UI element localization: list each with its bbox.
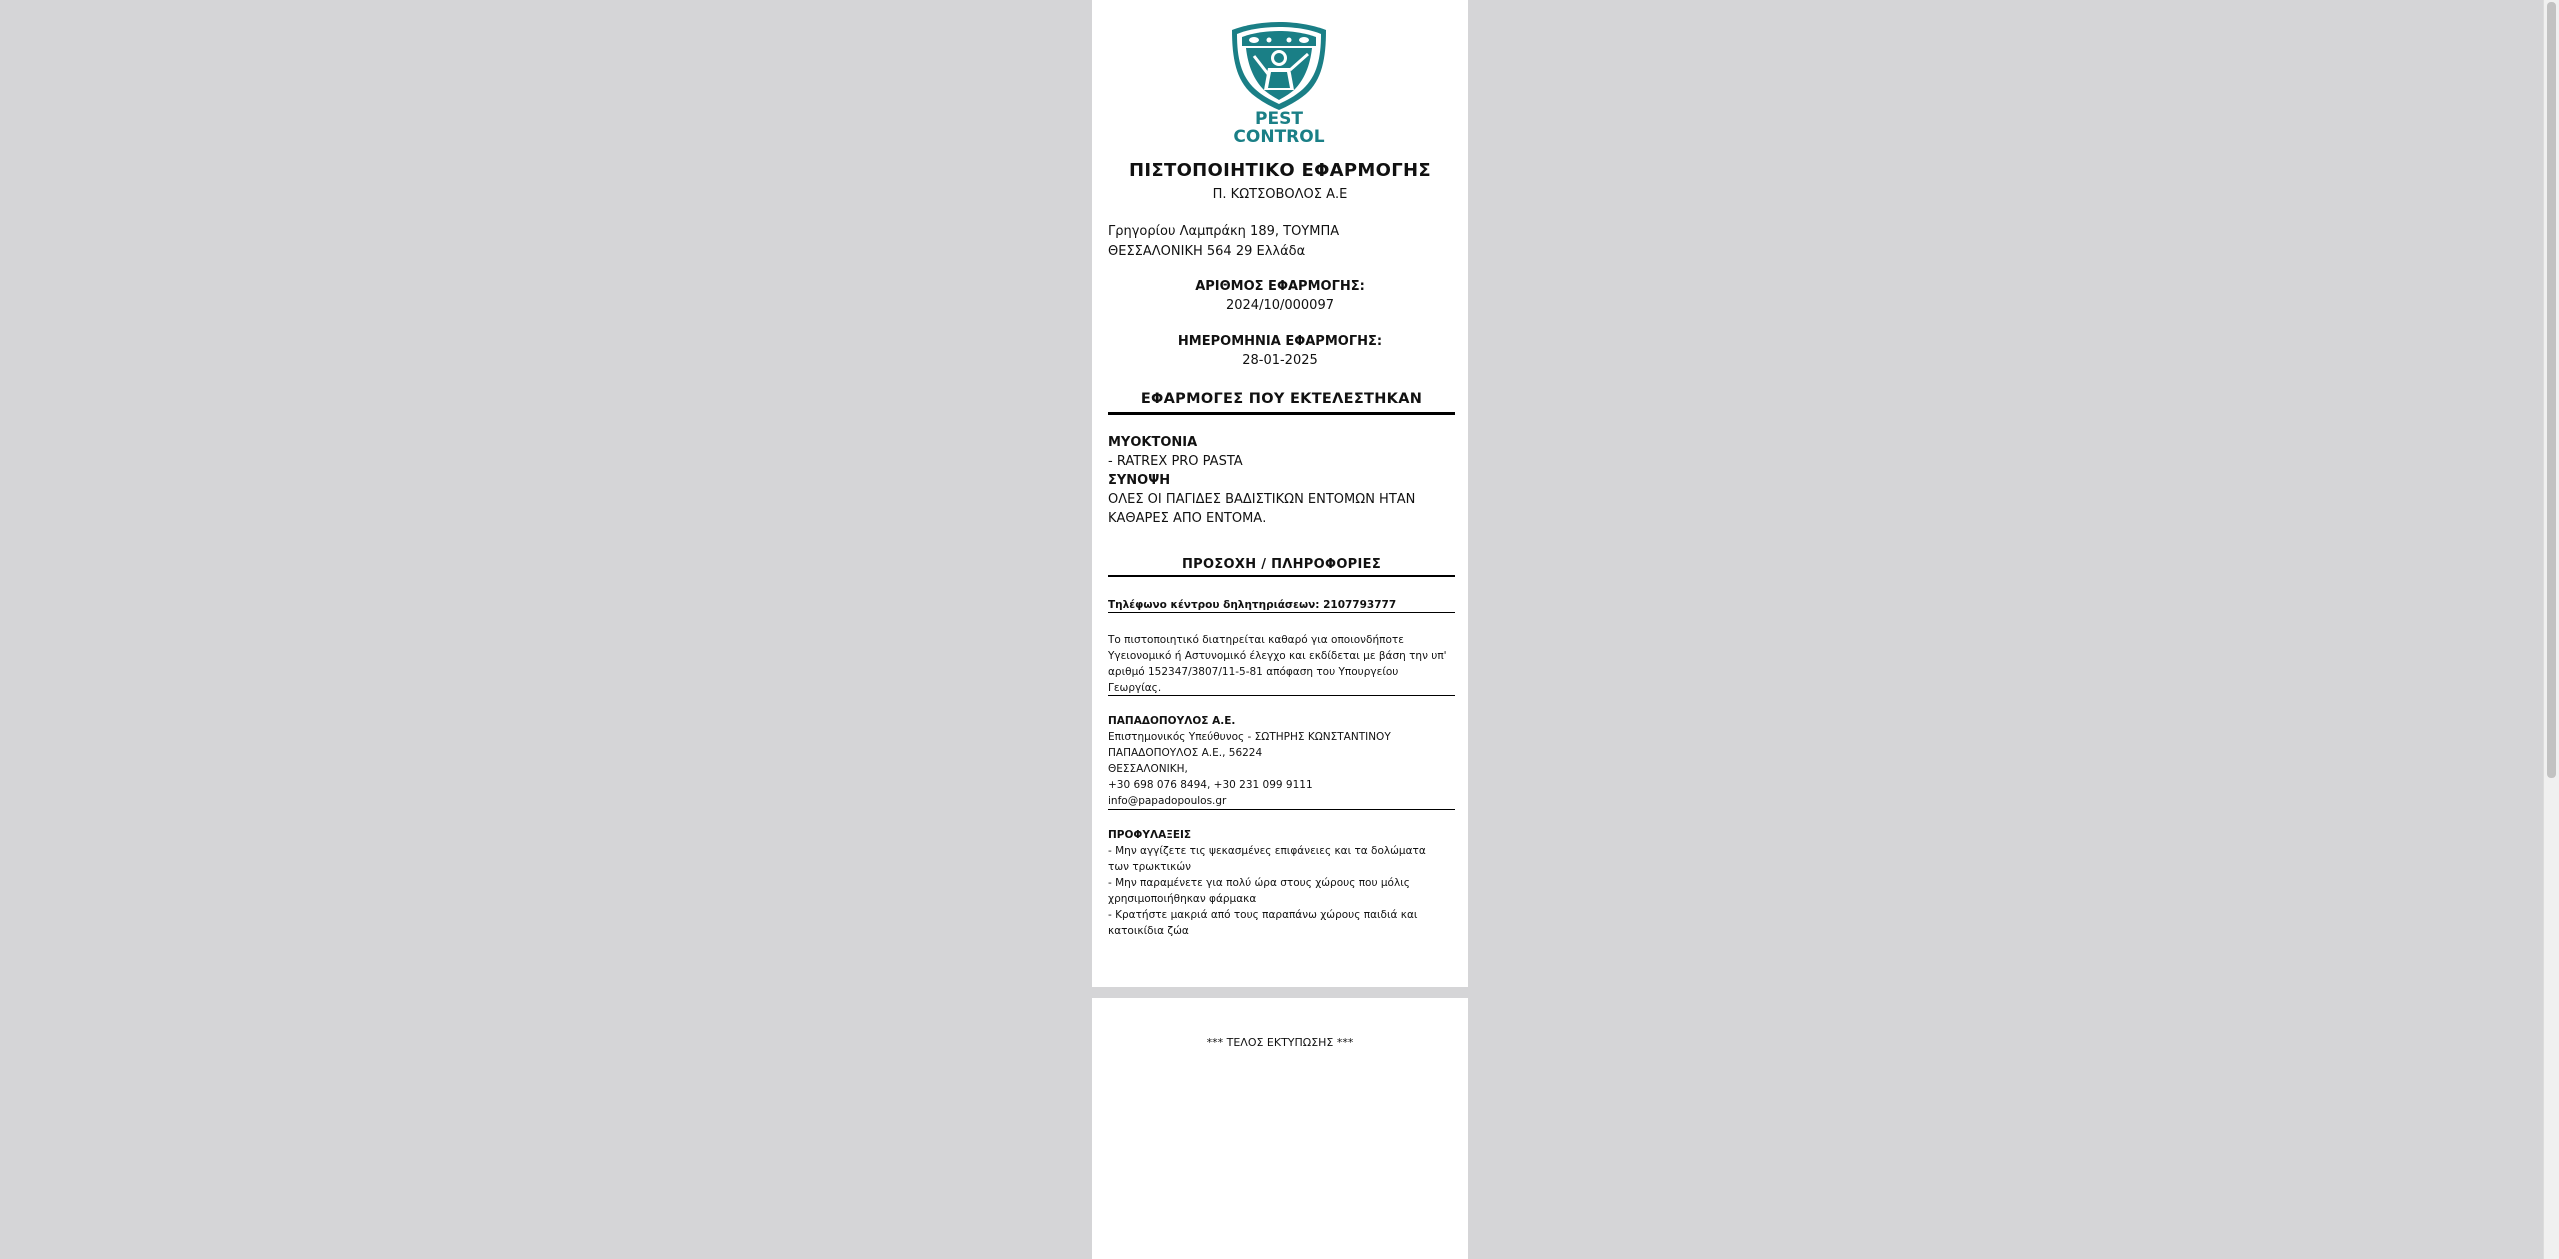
logo-text-control: CONTROL [1233,127,1325,144]
precaution-line-1: - Μην αγγίζετε τις ψεκασμένες επιφάνειες και τα δολώματα [1108,845,1426,857]
responsible-line-1: Επιστημονικός Υπεύθυνος - ΣΩΤΗΡΗΣ ΚΩΝΣΤΑΝΤΙΝΟΥ [1108,731,1391,743]
address-line-2: ΘΕΣΣΑΛΟΝΙΚΗ 564 29 Ελλάδα [1108,244,1306,259]
responsible-line-2: ΠΑΠΑΔΟΠΟΥΛΟΣ Α.Ε., 56224 [1108,747,1263,759]
responsible-line-3: ΘΕΣΣΑΛΟΝΙΚΗ, [1108,763,1188,775]
application-date-label: ΗΜΕΡΟΜΗΝΙΑ ΕΦΑΡΜΟΓΗΣ: [1177,334,1383,349]
precaution-line-2: των τρωκτικών [1108,861,1192,873]
document-title: ΠΙΣΤΟΠΟΙΗΤΙΚΟ ΕΦΑΡΜΟΓΗΣ [1129,160,1431,181]
notice-heading: ΠΡΟΣΟΧΗ / ΠΛΗΡΟΦΟΡΙΕΣ [1181,557,1382,572]
summary-label: ΣΥΝΟΨΗ [1108,473,1171,488]
notice-divider [1108,575,1455,577]
certificate-text-line-4: Γεωργίας. [1108,682,1162,694]
certificate-text-line-2: Υγειονομικό ή Αστυνομικό έλεγχο και εκδίδεται με βάση την υπ' [1108,650,1447,662]
receipt-page-2 [1092,998,1468,1259]
vertical-scrollbar[interactable] [2543,0,2559,1259]
certificate-divider [1108,695,1455,696]
poison-center-phone: Τηλέφωνο κέντρου δηλητηριάσεων: 2107793777 [1108,599,1397,611]
application-date-value: 28-01-2025 [1242,353,1318,368]
precaution-line-3: - Μην παραμένετε για πολύ ώρα στους χώρους που μόλις [1108,877,1410,889]
pest-control-logo [1224,18,1334,144]
applications-divider [1108,412,1455,415]
application-type: ΜΥΟΚΤΟΝΙΑ [1108,435,1198,450]
responsible-email: info@papadopoulos.gr [1108,795,1227,807]
responsible-phones: +30 698 076 8494, +30 231 099 9111 [1108,779,1313,791]
logo-text-pest: PEST [1255,109,1303,129]
precaution-line-5: - Κρατήστε μακριά από τους παραπάνω χώρους παιδιά και [1108,909,1418,921]
responsible-divider [1108,809,1455,810]
shield-icon [1232,22,1326,110]
company-name: Π. ΚΩΤΣΟΒΟΛΟΣ Α.Ε [1212,187,1348,202]
summary-line-1: ΟΛΕΣ ΟΙ ΠΑΓΙΔΕΣ ΒΑΔΙΣΤΙΚΩΝ ΕΝΤΟΜΩΝ ΗΤΑΝ [1108,492,1416,507]
end-of-print: *** ΤΕΛΟΣ ΕΚΤΥΠΩΣΗΣ *** [1206,1036,1354,1049]
certificate-text-line-3: αριθμό 152347/3807/11-5-81 απόφαση του Υπουργείου [1108,666,1399,678]
application-number-value: 2024/10/000097 [1225,298,1334,313]
applications-heading: ΕΦΑΡΜΟΓΕΣ ΠΟΥ ΕΚΤΕΛΕΣΤΗΚΑΝ [1140,391,1423,407]
scrollbar-thumb[interactable] [2547,2,2556,778]
product-name: - RATREX PRO PASTA [1108,454,1243,469]
application-number-label: ΑΡΙΘΜΟΣ ΕΦΑΡΜΟΓΗΣ: [1195,279,1365,294]
summary-line-2: ΚΑΘΑΡΕΣ ΑΠΟ ΕΝΤΟΜΑ. [1108,511,1267,526]
address-line-1: Γρηγορίου Λαμπράκη 189, ΤΟΥΜΠΑ [1108,224,1340,239]
receipt-page-1 [1092,0,1468,987]
responsible-company: ΠΑΠΑΔΟΠΟΥΛΟΣ Α.Ε. [1108,715,1236,727]
precautions-heading: ΠΡΟΦΥΛΑΞΕΙΣ [1108,829,1192,841]
precaution-line-6: κατοικίδια ζώα [1108,925,1189,937]
poison-center-underline [1108,612,1455,613]
precaution-line-4: χρησιμοποιήθηκαν φάρμακα [1108,893,1257,905]
certificate-text-line-1: Το πιστοποιητικό διατηρείται καθαρό για οποιονδήποτε [1108,634,1404,646]
